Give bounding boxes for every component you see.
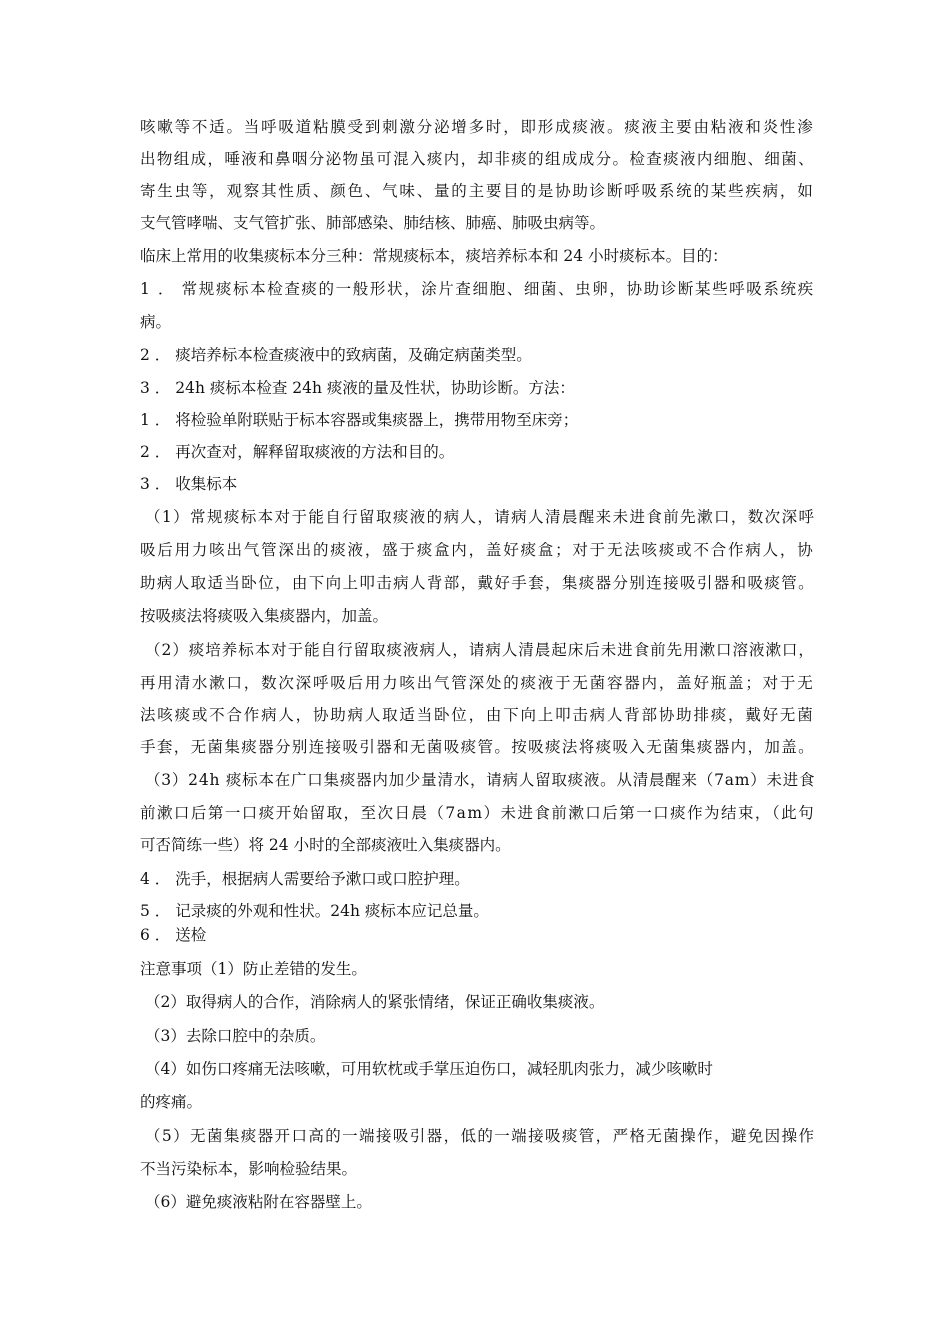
text-line: 临床上常用的收集痰标本分三种：常规痰标本，痰培养标本和 24 小时痰标本。目的： [140, 247, 728, 265]
text-line: 不当污染标本，影响检验结果。 [140, 1160, 358, 1178]
text-line: （3）24h 痰标本在广口集痰器内加少量清水，请病人留取痰液。从清晨醒来（7am）未进食 [145, 771, 816, 789]
text-line: 的疼痛。 [140, 1093, 203, 1111]
text-line: 助病人取适当卧位，由下向上叩击病人背部，戴好手套，集痰器分别连接吸引器和吸痰管。 [140, 574, 816, 592]
text-line: 2 ． 痰培养标本检查痰液中的致病菌，及确定病菌类型。 [140, 346, 532, 364]
text-line: 法咳痰或不合作病人，协助病人取适当卧位，由下向上叩击病人背部协助排痰，戴好无菌 [140, 706, 815, 724]
text-line: （1）常规痰标本对于能自行留取痰液的病人，请病人清晨醒来未进食前先漱口，数次深呼 [145, 508, 816, 526]
text-line: （4）如伤口疼痛无法咳嗽，可用软枕或手掌压迫伤口，减轻肌肉张力，减少咳嗽时 [145, 1060, 713, 1078]
text-line: 咳嗽等不适。当呼吸道粘膜受到刺激分泌增多时，即形成痰液。痰液主要由粘液和炎性渗 [140, 118, 815, 136]
text-line: （5）无菌集痰器开口高的一端接吸引器，低的一端接吸痰管，严格无菌操作，避免因操作 [145, 1127, 816, 1145]
text-line: 前漱口后第一口痰开始留取，至次日晨（7am）未进食前漱口后第一口痰作为结束，（此句 [140, 804, 816, 822]
text-line: 支气管哮喘、支气管扩张、肺部感染、肺结核、肺癌、肺吸虫病等。 [140, 214, 606, 232]
text-line: （2）痰培养标本对于能自行留取痰液病人，请病人清晨起床后未进食前先用漱口溶液漱口， [145, 641, 815, 659]
text-line: 吸后用力咳出气管深出的痰液，盛于痰盒内，盖好痰盒；对于无法咳痰或不合作病人，协 [140, 541, 815, 559]
text-line: 再用清水漱口，数次深呼吸后用力咳出气管深处的痰液于无菌容器内，盖好瓶盖；对于无 [140, 674, 815, 692]
text-line: （6）避免痰液粘附在容器壁上。 [145, 1193, 372, 1211]
text-line: 3 ． 收集标本 [140, 475, 238, 493]
text-line: 5 ． 记录痰的外观和性状。24h 痰标本应记总量。 [140, 902, 489, 920]
text-line: （3）去除口腔中的杂质。 [145, 1027, 326, 1045]
text-line: 病。 [140, 313, 172, 331]
text-line: 出物组成，唾液和鼻咽分泌物虽可混入痰内，却非痰的组成成分。检查痰液内细胞、细菌、 [140, 150, 816, 168]
text-line: 6 ． 送检 [140, 926, 207, 944]
text-line: 按吸痰法将痰吸入集痰器内，加盖。 [140, 607, 389, 625]
text-line: 1 ． 将检验单附联贴于标本容器或集痰器上，携带用物至床旁； [140, 411, 579, 429]
text-line: 可否简练一些）将 24 小时的全部痰液吐入集痰器内。 [140, 836, 511, 854]
text-line: 4 ． 洗手，根据病人需要给予漱口或口腔护理。 [140, 870, 470, 888]
text-line: （2）取得病人的合作，消除病人的紧张情绪，保证正确收集痰液。 [145, 993, 605, 1011]
text-line: 寄生虫等，观察其性质、颜色、气味、量的主要目的是协助诊断呼吸系统的某些疾病，如 [140, 182, 815, 200]
text-line: 2 ． 再次查对，解释留取痰液的方法和目的。 [140, 443, 455, 461]
text-line: 手套，无菌集痰器分别连接吸引器和无菌吸痰管。按吸痰法将痰吸入无菌集痰器内，加盖。 [140, 738, 816, 756]
text-line: 1 ． 常规痰标本检查痰的一般形状，涂片查细胞、细菌、虫卵，协助诊断某些呼吸系统疾 [140, 280, 815, 298]
text-line: 注意事项（1）防止差错的发生。 [140, 960, 367, 978]
text-line: 3 ． 24h 痰标本检查 24h 痰液的量及性状，协助诊断。方法： [140, 379, 575, 397]
